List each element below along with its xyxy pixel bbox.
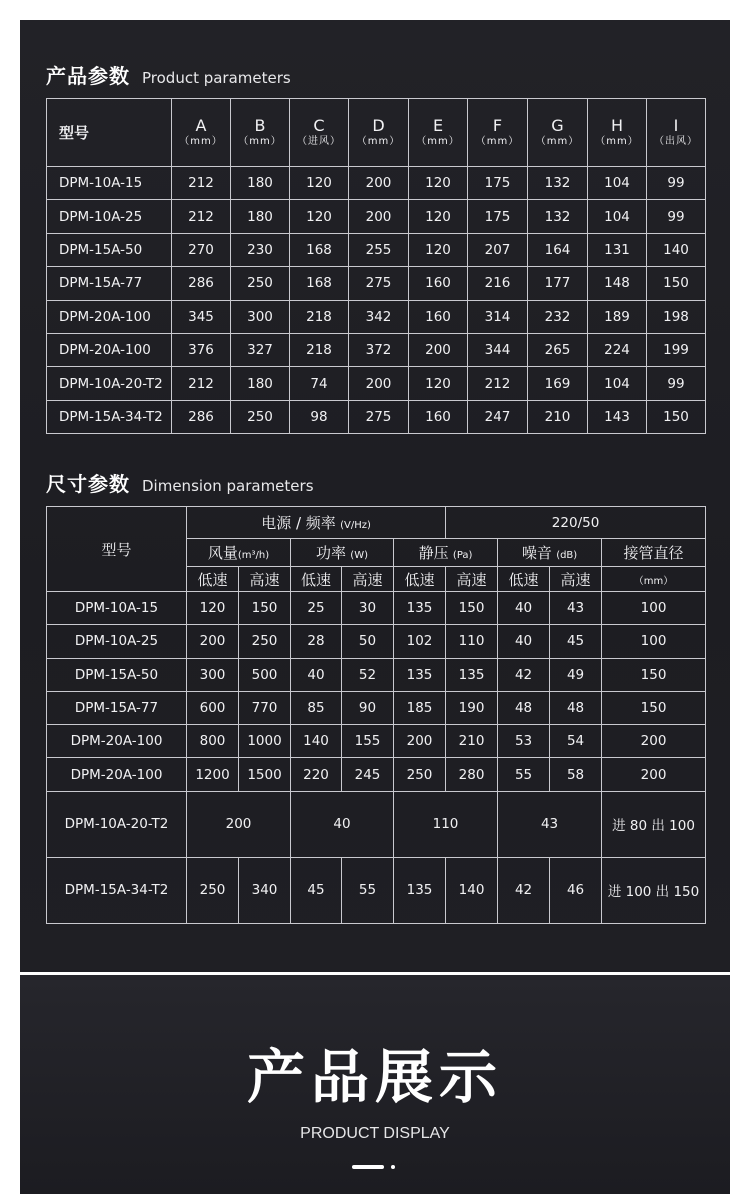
product-params-body [47, 167, 706, 434]
table-row [47, 200, 706, 233]
header-cell-g [528, 99, 588, 167]
table-row [47, 725, 706, 758]
model-cell: DPM-15A-50 [47, 233, 172, 266]
model-cell: DPM-15A-77 [47, 267, 172, 300]
value-cell: 200 [409, 333, 468, 366]
header-unit: （进风） [297, 135, 341, 147]
value-cell: 99 [647, 367, 706, 400]
value-cell: 255 [349, 233, 409, 266]
value-cell: 198 [647, 300, 706, 333]
value-cell: 220 [291, 758, 342, 791]
model-cell: DPM-15A-50 [47, 658, 187, 691]
header-cell-f [468, 99, 528, 167]
pressure-low: 低速 [394, 567, 446, 592]
table-row [47, 367, 706, 400]
value-cell: 150 [647, 267, 706, 300]
model-cell: DPM-10A-25 [47, 200, 172, 233]
noise-unit: (dB) [556, 550, 578, 561]
value-cell: 42 [498, 658, 550, 691]
value-cell: 90 [342, 691, 394, 724]
header-unit: （mm） [238, 135, 282, 147]
model-header: 型号 [47, 507, 187, 592]
value-cell: 232 [528, 300, 588, 333]
value-cell: 160 [409, 400, 468, 433]
value-cell: 1000 [239, 725, 291, 758]
value-cell: 600 [187, 691, 239, 724]
spec-panel [20, 20, 730, 972]
header-cell-d [349, 99, 409, 167]
value-cell: 53 [498, 725, 550, 758]
value-cell: 250 [231, 267, 290, 300]
value-cell: 104 [588, 367, 647, 400]
value-cell: 168 [290, 267, 349, 300]
merged-pressure: 110 [394, 791, 498, 857]
wattage-low: 低速 [291, 567, 342, 592]
pipe-label: 接管直径 [602, 539, 706, 567]
last-value: 42 [498, 857, 550, 923]
value-cell: 135 [394, 658, 446, 691]
value-cell: 169 [528, 367, 588, 400]
header-label: C [313, 115, 325, 135]
value-cell: 120 [409, 367, 468, 400]
value-cell: 250 [394, 758, 446, 791]
value-cell: 200 [349, 167, 409, 200]
header-cell-a [172, 99, 231, 167]
pipe-cell: 100 [602, 592, 706, 625]
value-cell: 314 [468, 300, 528, 333]
dimension-params-body [47, 592, 706, 792]
value-cell: 102 [394, 625, 446, 658]
pipe-unit: （mm） [602, 567, 706, 592]
value-cell: 1200 [187, 758, 239, 791]
model-cell: DPM-15A-34-T2 [47, 400, 172, 433]
table-row [47, 233, 706, 266]
value-cell: 200 [394, 725, 446, 758]
dimension-params-title [46, 468, 314, 497]
value-cell: 212 [172, 367, 231, 400]
product-params-title-en: Product parameters [142, 69, 291, 87]
value-cell: 199 [647, 333, 706, 366]
value-cell: 99 [647, 167, 706, 200]
header-cell-c [290, 99, 349, 167]
value-cell: 270 [172, 233, 231, 266]
header-unit: （mm） [356, 135, 401, 147]
value-cell: 224 [588, 333, 647, 366]
value-cell: 28 [291, 625, 342, 658]
noise-low: 低速 [498, 567, 550, 592]
value-cell: 218 [290, 333, 349, 366]
airflow-low: 低速 [187, 567, 239, 592]
value-cell: 104 [588, 200, 647, 233]
wattage-unit: (W) [350, 550, 368, 561]
header-label: H [610, 115, 624, 135]
value-cell: 150 [647, 400, 706, 433]
value-cell: 160 [409, 300, 468, 333]
model-cell: DPM-15A-77 [47, 691, 187, 724]
value-cell: 210 [446, 725, 498, 758]
pressure-unit: (Pa) [452, 550, 473, 561]
value-cell: 286 [172, 267, 231, 300]
decorative-line [352, 1165, 384, 1169]
header-cell-e [409, 99, 468, 167]
value-cell: 40 [498, 592, 550, 625]
value-cell: 110 [446, 625, 498, 658]
product-display-subtitle: PRODUCT DISPLAY [300, 1125, 450, 1142]
noise-label: 噪音 [521, 544, 552, 562]
value-cell: 40 [291, 658, 342, 691]
value-cell: 160 [409, 267, 468, 300]
model-cell: DPM-10A-15 [47, 592, 187, 625]
product-display-title: 产品展示 [246, 1043, 503, 1111]
value-cell: 275 [349, 267, 409, 300]
value-cell: 372 [349, 333, 409, 366]
model-cell: DPM-10A-20-T2 [47, 367, 172, 400]
product-display-section [20, 975, 730, 1194]
value-cell: 180 [231, 167, 290, 200]
value-cell: 212 [172, 167, 231, 200]
pipe-cell: 100 [602, 625, 706, 658]
table-row [47, 691, 706, 724]
value-cell: 245 [342, 758, 394, 791]
power-label: 电源 / 频率 [261, 514, 336, 532]
model-cell: DPM-20A-100 [47, 725, 187, 758]
value-cell: 175 [468, 200, 528, 233]
table-row [47, 592, 706, 625]
merged-pipe: 进 80 出 100 [602, 791, 706, 857]
value-cell: 175 [468, 167, 528, 200]
model-cell: DPM-20A-100 [47, 333, 172, 366]
header-unit: （出风） [654, 135, 698, 147]
value-cell: 50 [342, 625, 394, 658]
pipe-cell: 150 [602, 658, 706, 691]
table-row-last [47, 857, 706, 923]
dimension-params-table [46, 506, 706, 924]
product-params-title-zh: 产品参数 [46, 64, 130, 88]
last-value: 250 [187, 857, 239, 923]
header-unit: （mm） [475, 135, 520, 147]
table-row-merged [47, 791, 706, 857]
value-cell: 48 [498, 691, 550, 724]
header-label: D [372, 115, 385, 135]
value-cell: 1500 [239, 758, 291, 791]
value-cell: 376 [172, 333, 231, 366]
value-cell: 150 [446, 592, 498, 625]
pipe-cell: 200 [602, 725, 706, 758]
header-unit: （mm） [416, 135, 460, 147]
pressure-label: 静压 [418, 544, 449, 562]
header-label: E [432, 115, 444, 135]
value-cell: 207 [468, 233, 528, 266]
value-cell: 132 [528, 167, 588, 200]
header-cell-i [647, 99, 706, 167]
value-cell: 49 [550, 658, 602, 691]
value-cell: 247 [468, 400, 528, 433]
table-row [47, 400, 706, 433]
value-cell: 210 [528, 400, 588, 433]
header-label: I [673, 115, 679, 135]
last-value: 46 [550, 857, 602, 923]
value-cell: 218 [290, 300, 349, 333]
value-cell: 216 [468, 267, 528, 300]
table-row [47, 658, 706, 691]
value-cell: 168 [290, 233, 349, 266]
value-cell: 177 [528, 267, 588, 300]
value-cell: 189 [588, 300, 647, 333]
value-cell: 120 [409, 200, 468, 233]
value-cell: 120 [187, 592, 239, 625]
value-cell: 500 [239, 658, 291, 691]
value-cell: 344 [468, 333, 528, 366]
value-cell: 327 [231, 333, 290, 366]
header-unit: （mm） [179, 135, 223, 147]
value-cell: 143 [588, 400, 647, 433]
airflow-label: 风量 [207, 544, 238, 562]
wattage-header [291, 539, 394, 567]
value-cell: 185 [394, 691, 446, 724]
header-cell-model: 型号 [47, 99, 172, 167]
value-cell: 120 [409, 167, 468, 200]
merged-noise: 43 [498, 791, 602, 857]
last-value: 45 [291, 857, 342, 923]
value-cell: 131 [588, 233, 647, 266]
table-row [47, 167, 706, 200]
last-model: DPM-15A-34-T2 [47, 857, 187, 923]
pressure-header [394, 539, 498, 567]
value-cell: 770 [239, 691, 291, 724]
value-cell: 200 [187, 625, 239, 658]
power-value: 220/50 [446, 507, 706, 539]
value-cell: 43 [550, 592, 602, 625]
airflow-high: 高速 [239, 567, 291, 592]
value-cell: 58 [550, 758, 602, 791]
merged-wattage: 40 [291, 791, 394, 857]
pressure-high: 高速 [446, 567, 498, 592]
value-cell: 55 [498, 758, 550, 791]
header-label: G [551, 115, 564, 135]
power-unit: (V/Hz) [340, 520, 371, 531]
value-cell: 120 [290, 167, 349, 200]
pipe-cell: 200 [602, 758, 706, 791]
value-cell: 132 [528, 200, 588, 233]
pipe-cell: 150 [602, 691, 706, 724]
value-cell: 200 [349, 200, 409, 233]
value-cell: 345 [172, 300, 231, 333]
table-row [47, 758, 706, 791]
value-cell: 48 [550, 691, 602, 724]
header-label: B [254, 115, 266, 135]
value-cell: 230 [231, 233, 290, 266]
value-cell: 300 [187, 658, 239, 691]
value-cell: 342 [349, 300, 409, 333]
last-value: 340 [239, 857, 291, 923]
product-params-title [46, 60, 291, 89]
value-cell: 30 [342, 592, 394, 625]
value-cell: 286 [172, 400, 231, 433]
value-cell: 164 [528, 233, 588, 266]
value-cell: 212 [468, 367, 528, 400]
value-cell: 250 [231, 400, 290, 433]
power-label-cell [187, 507, 446, 539]
header-label: F [492, 115, 503, 135]
value-cell: 135 [446, 658, 498, 691]
power-row [47, 507, 706, 539]
value-cell: 120 [290, 200, 349, 233]
value-cell: 135 [394, 592, 446, 625]
model-cell: DPM-10A-25 [47, 625, 187, 658]
airflow-header [187, 539, 291, 567]
product-params-header-row [47, 99, 706, 167]
last-value: 135 [394, 857, 446, 923]
value-cell: 275 [349, 400, 409, 433]
wattage-high: 高速 [342, 567, 394, 592]
value-cell: 265 [528, 333, 588, 366]
header-label: A [195, 115, 207, 135]
value-cell: 212 [172, 200, 231, 233]
value-cell: 300 [231, 300, 290, 333]
value-cell: 120 [409, 233, 468, 266]
last-value: 55 [342, 857, 394, 923]
table-row [47, 333, 706, 366]
model-cell: DPM-10A-15 [47, 167, 172, 200]
dimension-params-title-en: Dimension parameters [142, 477, 314, 495]
model-cell: DPM-20A-100 [47, 758, 187, 791]
decorative-dot [391, 1165, 395, 1169]
noise-header [498, 539, 602, 567]
value-cell: 99 [647, 200, 706, 233]
dimension-params-title-zh: 尺寸参数 [46, 472, 130, 496]
table-row [47, 300, 706, 333]
value-cell: 190 [446, 691, 498, 724]
value-cell: 140 [647, 233, 706, 266]
value-cell: 54 [550, 725, 602, 758]
value-cell: 140 [291, 725, 342, 758]
merged-model: DPM-10A-20-T2 [47, 791, 187, 857]
header-cell-h [588, 99, 647, 167]
table-row [47, 267, 706, 300]
header-unit: （mm） [535, 135, 580, 147]
value-cell: 98 [290, 400, 349, 433]
value-cell: 180 [231, 367, 290, 400]
value-cell: 250 [239, 625, 291, 658]
value-cell: 280 [446, 758, 498, 791]
value-cell: 200 [349, 367, 409, 400]
value-cell: 180 [231, 200, 290, 233]
last-pipe: 进 100 出 150 [602, 857, 706, 923]
header-unit: （mm） [595, 135, 639, 147]
value-cell: 25 [291, 592, 342, 625]
table-row [47, 625, 706, 658]
value-cell: 45 [550, 625, 602, 658]
noise-high: 高速 [550, 567, 602, 592]
value-cell: 800 [187, 725, 239, 758]
value-cell: 74 [290, 367, 349, 400]
merged-airflow: 200 [187, 791, 291, 857]
header-cell-b [231, 99, 290, 167]
model-cell: DPM-20A-100 [47, 300, 172, 333]
product-params-table [46, 98, 706, 434]
value-cell: 85 [291, 691, 342, 724]
value-cell: 148 [588, 267, 647, 300]
value-cell: 52 [342, 658, 394, 691]
value-cell: 104 [588, 167, 647, 200]
value-cell: 150 [239, 592, 291, 625]
value-cell: 40 [498, 625, 550, 658]
airflow-unit: (m³/h) [237, 550, 270, 561]
value-cell: 155 [342, 725, 394, 758]
last-value: 140 [446, 857, 498, 923]
wattage-label: 功率 [315, 544, 346, 562]
